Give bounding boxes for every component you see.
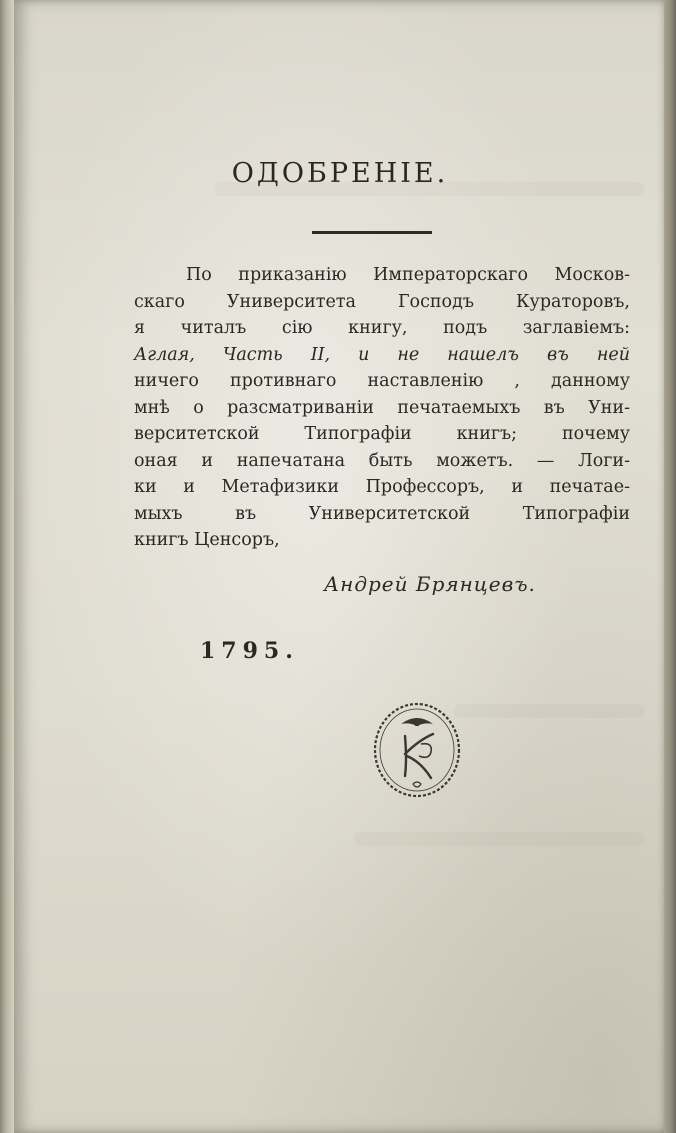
library-stamp-icon xyxy=(371,700,463,800)
bleed-through-mark xyxy=(454,704,644,718)
text-line: ки и Метафизики Профессоръ, и печатае- xyxy=(134,477,630,497)
text-line: ничего противнаго наставленію , данному xyxy=(134,371,630,391)
text-line: книгъ Ценсоръ, xyxy=(134,530,280,550)
text-line: Аглая, Часть II, и не нашелъ въ ней xyxy=(134,344,630,365)
censor-signature: Андрей Брянцевъ. xyxy=(324,572,536,596)
heading-rule xyxy=(312,231,432,234)
approval-text xyxy=(134,262,630,554)
page-heading: ОДОБРЕНІЕ. xyxy=(231,158,449,189)
text-line: верситетской Типографіи книгъ; почему xyxy=(134,424,630,444)
page-edge xyxy=(664,0,676,1133)
text-line: оная и напечатана быть можетъ. — Логи- xyxy=(134,450,630,471)
text-line: мыхъ въ Университетской Типографіи xyxy=(134,503,630,524)
bleed-through-mark xyxy=(354,832,644,846)
text-line: По приказанію Императорскаго Москов- xyxy=(186,265,630,285)
text-line: я читалъ сію книгу, подъ заглавіемъ: xyxy=(134,318,630,338)
text-line: скаго Университета Господъ Кураторовъ, xyxy=(134,291,630,312)
page xyxy=(14,0,666,1133)
publication-year: 1795. xyxy=(200,638,299,664)
text-line: мнѣ о разсматриваніи печатаемыхъ въ Уни- xyxy=(134,397,630,418)
